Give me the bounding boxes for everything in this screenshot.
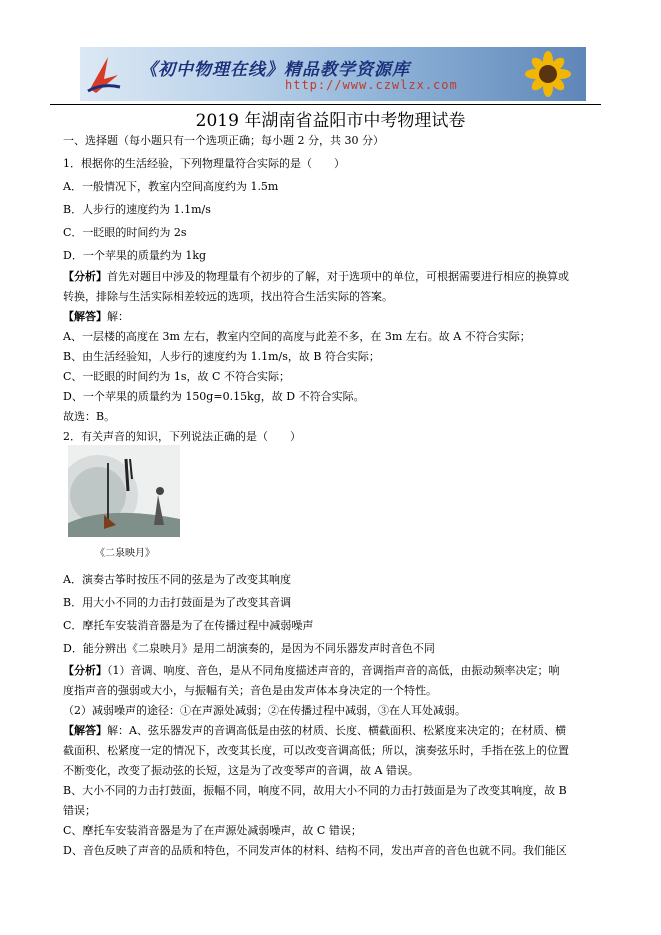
analysis-text: （1）音调、响度、音色，是从不同角度描述声音的，音调指声音的高低，由振动频率决定；响 [107,664,560,677]
q1-choice: 故选：B。 [63,410,116,423]
banner-url: http://www.czwlzx.com [285,78,458,92]
q1-stem: 1．根据你的生活经验，下列物理量符合实际的是（ ） [63,157,345,170]
figure-caption: 《二泉映月》 [95,548,155,559]
q1-option-c: C．一眨眼的时间约为 2s [63,226,187,239]
q2-analysis [63,664,560,678]
q2-option-c: C．摩托车安装消音器是为了在传播过程中减弱噪声 [63,619,314,632]
page-title: 2019 年湖南省益阳市中考物理试卷 [195,111,466,131]
q1-solution-a: A、一层楼的高度在 3m 左右，教室内空间的高度与此差不多，在 3m 左右。故 A 不符合实际； [63,330,531,343]
q1-option-a: A．一般情况下，教室内空间高度约为 1.5m [63,180,279,193]
answer-tag: 【解答】 [63,724,107,737]
q1-option-d: D．一个苹果的质量约为 1kg [63,249,207,262]
q1-analysis-line2: 转换，排除与生活实际相差较远的选项，找出符合生活实际的答案。 [63,290,393,303]
q2-stem: 2．有关声音的知识，下列说法正确的是（ ） [63,430,301,443]
q2-option-a: A．演奏古筝时按压不同的弦是为了改变其响度 [63,573,291,586]
q2-solution-b-line2: 错误； [63,804,96,817]
q1-answer [63,310,129,324]
q1-option-b: B．人步行的速度约为 1.1m/s [63,203,211,216]
q1-analysis [63,270,569,284]
analysis-tag: 【分析】 [63,270,107,283]
answer-text: 解：A、弦乐器发声的音调高低是由弦的材质、长度、横截面积、松紧度来决定的；在材质、横 [107,724,566,737]
q2-option-b: B．用大小不同的力击打鼓面是为了改变其音调 [63,596,292,609]
q1-solution-b: B、由生活经验知，人步行的速度约为 1.1m/s，故 B 符合实际； [63,350,380,363]
q2-answer [63,724,566,738]
q2-option-d: D．能分辨出《二泉映月》是用二胡演奏的，是因为不同乐器发声时音色不同 [63,642,435,655]
q2-analysis-line2: 度指声音的强弱或大小，与振幅有关；音色是由发声体本身决定的一个特性。 [63,684,437,697]
erquan-yingyue-figure [68,445,180,537]
q2-solution-b: B、大小不同的力击打鼓面，振幅不同，响度不同，故用大小不同的力击打鼓面是为了改变其响度，故 B [63,784,567,797]
analysis-text: 首先对题目中涉及的物理量有个初步的了解，对于选项中的单位，可根据需要进行相应的换算或 [107,270,569,283]
answer-label: 解： [107,310,129,323]
q2-answer-line2: 截面积、松紧度一定的情况下，改变其长度，可以改变音调高低；所以，演奏弦乐时，手指在弦上的位置 [63,744,569,757]
header-banner [80,47,586,101]
section-heading: 一、选择题（每小题只有一个选项正确；每小题 2 分，共 30 分） [63,134,384,147]
erhu-painting-icon [68,445,180,537]
header-rule [50,104,601,105]
banner-title: 《初中物理在线》精品教学资源库 [140,60,410,80]
logo-icon [84,53,124,95]
q1-solution-d: D、一个苹果的质量约为 150g=0.15kg，故 D 不符合实际。 [63,390,365,403]
q2-analysis-line3: （2）减弱噪声的途径：①在声源处减弱；②在传播过程中减弱，③在人耳处减弱。 [63,704,466,717]
q2-solution-c: C、摩托车安装消音器是为了在声源处减弱噪声，故 C 错误； [63,824,362,837]
answer-tag: 【解答】 [63,310,107,323]
q2-solution-d: D、音色反映了声音的品质和特色，不同发声体的材料、结构不同，发出声音的音色也就不同。我们能区 [63,844,567,857]
analysis-tag: 【分析】 [63,664,107,677]
q2-answer-line3: 不断变化，改变了振动弦的长短，这是为了改变琴声的音调，故 A 错误。 [63,764,419,777]
sunflower-icon [518,49,578,99]
q1-solution-c: C、一眨眼的时间约为 1s，故 C 不符合实际； [63,370,290,383]
